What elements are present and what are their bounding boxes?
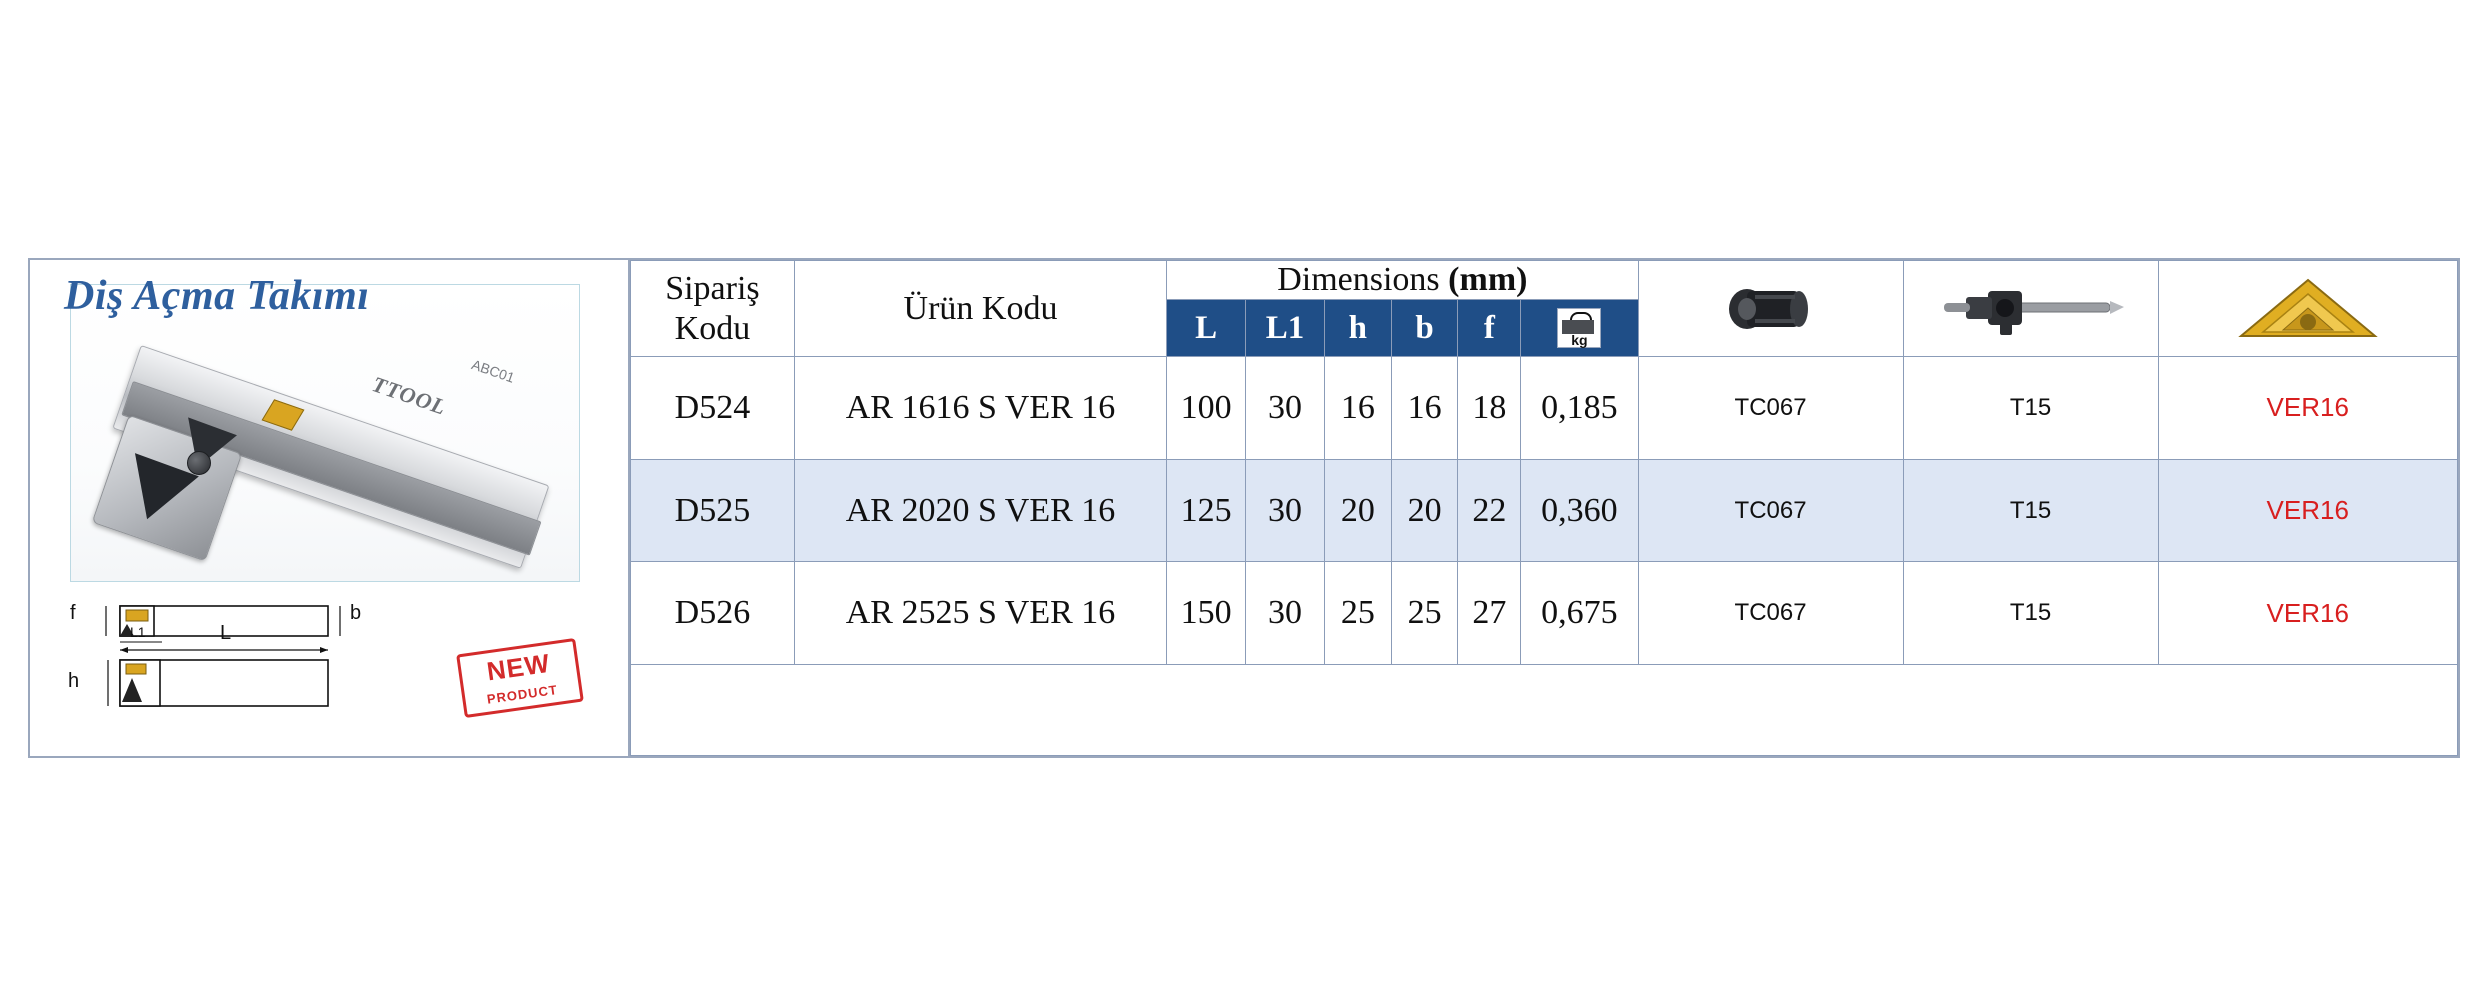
- cell-L: 125: [1167, 459, 1246, 562]
- cell-b: 25: [1391, 562, 1458, 665]
- cell-insert-code: VER16: [2158, 562, 2458, 665]
- cell-product-code: AR 1616 S VER 16: [794, 357, 1166, 460]
- specification-table: [630, 260, 2458, 756]
- cell-key-code: T15: [1903, 357, 2158, 460]
- photo-brand-mark: TTOOL: [369, 371, 450, 420]
- header-order-code: [631, 261, 795, 357]
- dimension-label-L1: L1: [130, 624, 146, 640]
- tool-photo: [70, 284, 580, 582]
- technical-drawing: [68, 598, 420, 734]
- cell-weight: 0,360: [1521, 459, 1638, 562]
- cell-screw-code: TC067: [1638, 459, 1903, 562]
- cell-b: 20: [1391, 459, 1458, 562]
- cell-h: 20: [1324, 459, 1391, 562]
- cell-product-code: AR 2020 S VER 16: [794, 459, 1166, 562]
- header-dimensions: [1167, 261, 1638, 300]
- table-row[interactable]: [631, 357, 2458, 460]
- cell-L: 100: [1167, 357, 1246, 460]
- cell-f: 27: [1458, 562, 1521, 665]
- cell-L1: 30: [1246, 562, 1325, 665]
- table-row-empty: [631, 665, 2458, 756]
- cell-L1: 30: [1246, 357, 1325, 460]
- cell-screw-code: TC067: [1638, 357, 1903, 460]
- new-product-stamp-line2: PRODUCT: [485, 681, 559, 707]
- cell-screw-code: TC067: [1638, 562, 1903, 665]
- header-dim-f: f: [1458, 300, 1521, 357]
- cell-product-code: AR 2525 S VER 16: [794, 562, 1166, 665]
- header-dim-b: b: [1391, 300, 1458, 357]
- header-screw-icon-cell: [1638, 261, 1903, 357]
- technical-drawing-svg: [90, 598, 420, 734]
- cell-h: 16: [1324, 357, 1391, 460]
- table-head: [631, 261, 2458, 357]
- weight-kg-icon-label: kg: [1571, 332, 1588, 349]
- weight-kg-icon: [1557, 308, 1601, 348]
- cell-b: 16: [1391, 357, 1458, 460]
- threading-insert-icon-svg: [2233, 278, 2383, 340]
- cell-f: 18: [1458, 357, 1521, 460]
- panel-title: Diş Açma Takımı: [64, 273, 370, 319]
- dimension-label-b: b: [350, 602, 362, 624]
- new-product-stamp-line1: NEW: [484, 647, 553, 687]
- header-order-code-line2: Kodu: [674, 309, 751, 347]
- header-dimensions-text: Dimensions: [1277, 261, 1440, 298]
- header-product-code: Ürün Kodu: [794, 261, 1166, 357]
- dimension-label-L: L: [220, 622, 232, 644]
- photo-brand-code: ABC01: [469, 356, 517, 386]
- table-row[interactable]: [631, 562, 2458, 665]
- cell-empty: [631, 665, 2458, 756]
- header-dim-h: h: [1324, 300, 1391, 357]
- header-insert-icon-cell: [2158, 261, 2458, 357]
- cell-weight: 0,185: [1521, 357, 1638, 460]
- cell-order-code: D526: [631, 562, 795, 665]
- table-row[interactable]: [631, 459, 2458, 562]
- new-product-stamp: [456, 638, 584, 718]
- cell-L1: 30: [1246, 459, 1325, 562]
- wrench-key-icon-svg: [1936, 279, 2126, 339]
- dimension-label-f: f: [70, 602, 76, 624]
- cell-order-code: D524: [631, 357, 795, 460]
- header-dim-L: L: [1167, 300, 1246, 357]
- header-order-code-line1: Sipariş: [665, 270, 760, 308]
- screw-icon-svg: [1711, 281, 1831, 337]
- product-table-block: [28, 258, 2460, 758]
- wrench-key-icon: [1904, 261, 2158, 356]
- cell-insert-code: VER16: [2158, 459, 2458, 562]
- header-dimensions-unit: (mm): [1448, 261, 1528, 298]
- cell-L: 150: [1167, 562, 1246, 665]
- cell-key-code: T15: [1903, 459, 2158, 562]
- cell-weight: 0,675: [1521, 562, 1638, 665]
- cell-key-code: T15: [1903, 562, 2158, 665]
- dimension-label-h: h: [68, 670, 80, 692]
- threading-insert-icon: [2159, 261, 2458, 356]
- cell-h: 25: [1324, 562, 1391, 665]
- cell-insert-code: VER16: [2158, 357, 2458, 460]
- header-dim-weight: [1521, 300, 1638, 357]
- clamp-screw-shape: [187, 451, 211, 475]
- header-wrench-icon-cell: [1903, 261, 2158, 357]
- header-dim-L1: L1: [1246, 300, 1325, 357]
- product-image-panel: [30, 260, 630, 756]
- table-body: [631, 357, 2458, 756]
- cell-order-code: D525: [631, 459, 795, 562]
- screw-icon: [1639, 261, 1903, 356]
- cell-f: 22: [1458, 459, 1521, 562]
- table-header-row-1: [631, 261, 2458, 300]
